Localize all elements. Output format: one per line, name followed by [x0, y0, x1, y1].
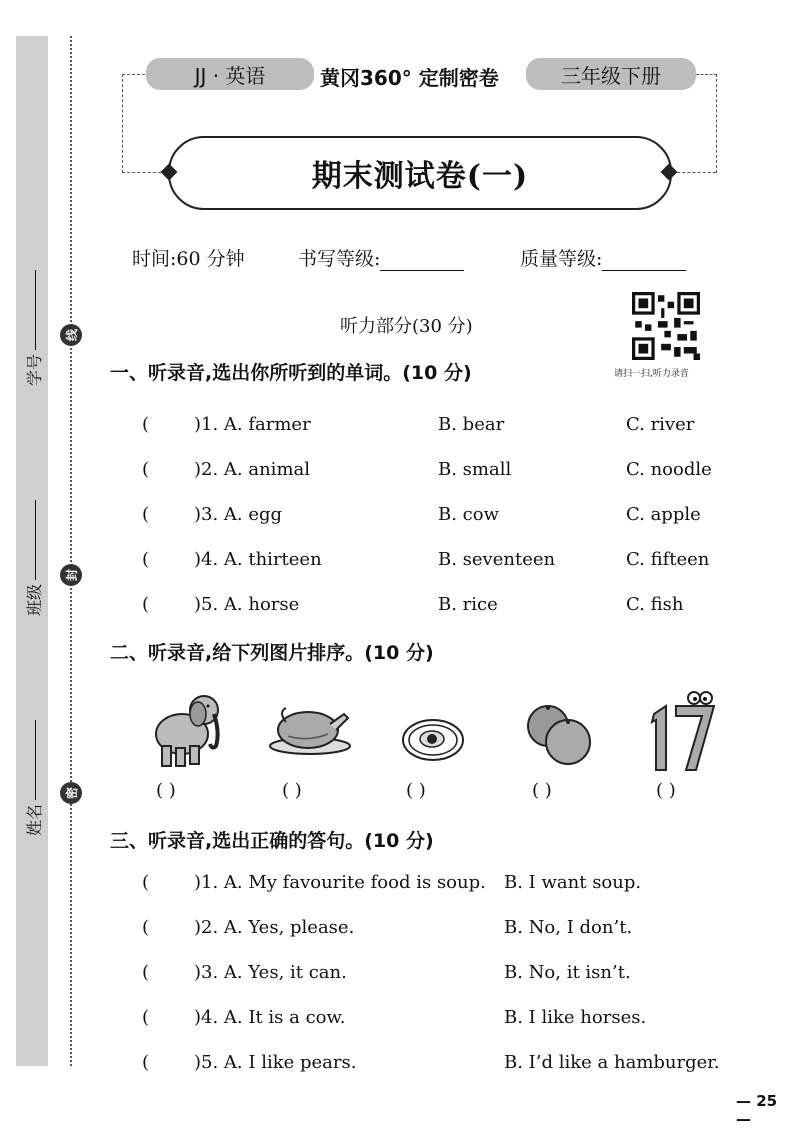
option-a: )3. A. egg [194, 504, 283, 525]
picture-blank-4[interactable]: ( ) [532, 780, 552, 801]
option-a: )4. A. thirteen [194, 549, 322, 570]
fried-egg-icon [400, 684, 466, 774]
option-a: )2. A. animal [194, 459, 310, 480]
option-b: B. seventeen [438, 549, 556, 570]
quality-grade[interactable] [520, 244, 686, 271]
option-a: )5. A. horse [194, 594, 300, 615]
answer-blank[interactable]: ( [142, 504, 150, 525]
roast-chicken-icon [268, 684, 352, 774]
option-c: C. river [626, 414, 695, 435]
answer-blank[interactable]: ( [142, 917, 150, 938]
section2-title: 二、听录音,给下列图片排序。(10 分) [110, 642, 434, 664]
seal-xian: 线 [60, 324, 82, 346]
name-field[interactable] [22, 720, 45, 836]
answer-blank[interactable]: ( [142, 1052, 150, 1073]
picture-blank-3[interactable]: ( ) [406, 780, 426, 801]
option-b: B. rice [438, 594, 498, 615]
picture-blank-5[interactable]: ( ) [656, 780, 676, 801]
writing-grade[interactable] [298, 244, 464, 271]
option-b: B. cow [438, 504, 499, 525]
answer-blank[interactable]: ( [142, 414, 150, 435]
qr-caption: 请扫一扫,听力录音 [614, 369, 689, 379]
section3-title: 三、听录音,选出正确的答句。(10 分) [110, 830, 434, 852]
option-a: )4. A. It is a cow. [194, 1007, 346, 1028]
option-b: B. I’d like a hamburger. [504, 1052, 720, 1073]
option-b: B. I want soup. [504, 872, 642, 893]
option-b: B. No, I don’t. [504, 917, 633, 938]
exam-title: 期末测试卷(一) [168, 136, 672, 210]
option-b: B. No, it isn’t. [504, 962, 631, 983]
number-seventeen-icon [648, 684, 718, 774]
option-c: C. fish [626, 594, 684, 615]
name-label: 姓名 [25, 803, 44, 836]
picture-blank-2[interactable]: ( ) [282, 780, 302, 801]
cut-line [70, 36, 72, 1066]
answer-blank[interactable]: ( [142, 549, 150, 570]
grade-pill: 三年级下册 [526, 58, 696, 90]
picture-blank-1[interactable]: ( ) [156, 780, 176, 801]
time-info: 时间:60 分钟 [132, 248, 245, 270]
header-dash-left-h [122, 172, 166, 173]
answer-blank[interactable]: ( [142, 872, 150, 893]
elephant-icon [148, 684, 224, 774]
subject-pill: JJ · 英语 [146, 58, 314, 90]
option-b: B. small [438, 459, 512, 480]
option-a: )1. A. My favourite food is soup. [194, 872, 486, 893]
answer-blank[interactable]: ( [142, 962, 150, 983]
listening-part-title: 听力部分(30 分) [340, 316, 473, 337]
section1-title: 一、听录音,选出你所听到的单词。(10 分) [110, 362, 472, 384]
option-c: C. noodle [626, 459, 712, 480]
option-c: C. fifteen [626, 549, 710, 570]
header-dash-left [122, 74, 145, 173]
option-a: )3. A. Yes, it can. [194, 962, 347, 983]
option-a: )5. A. I like pears. [194, 1052, 357, 1073]
answer-blank[interactable]: ( [142, 594, 150, 615]
class-label: 班级 [25, 583, 44, 616]
quality-grade-label: 质量等级: [520, 248, 603, 270]
qr-code-icon[interactable] [632, 292, 700, 360]
option-a: )2. A. Yes, please. [194, 917, 355, 938]
student-id-field[interactable] [22, 270, 45, 386]
option-a: )1. A. farmer [194, 414, 311, 435]
option-c: C. apple [626, 504, 701, 525]
header-dash-right-h [672, 172, 716, 173]
series-title: 黄冈360° 定制密卷 [320, 66, 499, 90]
page-number: — 25 — [736, 1092, 778, 1128]
writing-grade-label: 书写等级: [298, 248, 381, 270]
class-field[interactable] [22, 500, 45, 616]
header-dash-right [696, 74, 717, 173]
option-b: B. I like horses. [504, 1007, 647, 1028]
oranges-icon [524, 684, 592, 774]
option-b: B. bear [438, 414, 505, 435]
seal-mi: 密 [60, 782, 82, 804]
answer-blank[interactable]: ( [142, 459, 150, 480]
seal-feng: 封 [60, 564, 82, 586]
student-id-label: 学号 [25, 353, 44, 386]
answer-blank[interactable]: ( [142, 1007, 150, 1028]
